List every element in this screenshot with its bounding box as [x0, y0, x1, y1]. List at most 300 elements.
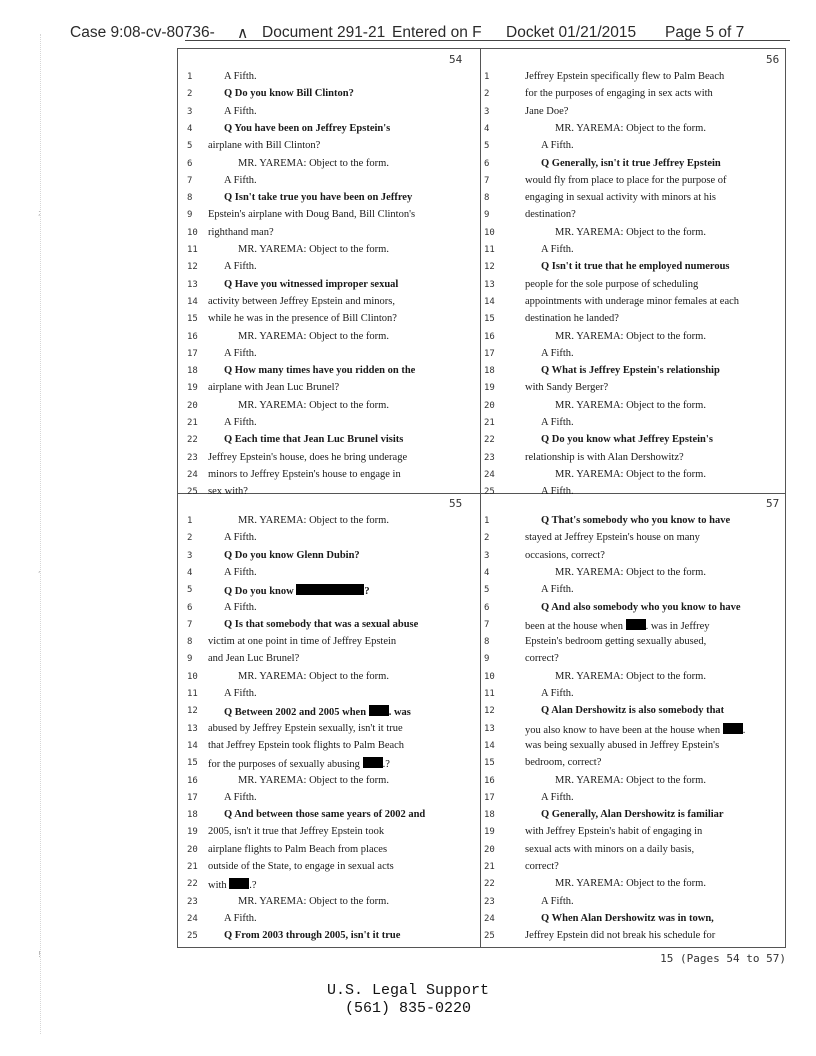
line-text: with Jeffrey Epstein's habit of engaging in [525, 826, 703, 838]
line-text: MR. YAREMA: Object to the form. [555, 670, 706, 682]
line-text: MR. YAREMA: Object to the form. [555, 399, 706, 411]
line-number: 2 [484, 533, 490, 544]
line-text: Q Isn't it true that he employed numerous [541, 261, 730, 273]
line-text: A Fifth. [224, 791, 257, 803]
transcript-line [525, 296, 739, 307]
page-range: 15 (Pages 54 to 57) [660, 952, 786, 965]
transcript-line [541, 688, 574, 699]
transcript-line [525, 826, 702, 837]
line-number: 24 [484, 913, 495, 924]
line-number: 13 [484, 723, 495, 734]
line-number: 8 [484, 193, 490, 204]
transcript-line [541, 896, 574, 907]
transcript-line [224, 567, 257, 578]
line-text: Q Do you know [224, 586, 294, 598]
transcript-line [525, 930, 715, 941]
transcript-line [555, 400, 706, 411]
line-number: 21 [187, 862, 198, 872]
line-text: relationship is with Alan Dershowitz? [525, 451, 684, 463]
transcript-line [208, 227, 274, 238]
transcript-line [541, 809, 724, 820]
transcript-line [525, 653, 559, 664]
line-text: MR. YAREMA: Object to the form. [238, 670, 389, 682]
transcript-line [224, 365, 415, 376]
line-number: 7 [484, 619, 490, 630]
transcript-line [238, 244, 389, 255]
line-number: 3 [484, 550, 490, 561]
line-text: Q Between 2002 and 2005 when [224, 707, 367, 719]
line-text: destination he landed? [525, 313, 619, 325]
redaction-box [369, 705, 389, 716]
line-number: 16 [484, 775, 495, 786]
line-text: MR. YAREMA: Object to the form. [238, 895, 389, 907]
transcript-line [525, 209, 576, 220]
line-number: 22 [187, 435, 198, 446]
transcript-line [238, 896, 389, 907]
transcript-line [224, 106, 257, 117]
transcript-line [525, 452, 684, 463]
line-text: sexual acts with minors on a daily basis, [525, 843, 695, 855]
line-text: activity between Jeffrey Epstein and minors, [208, 295, 396, 307]
line-number: 17 [484, 792, 495, 803]
row-divider [178, 493, 785, 494]
line-text: Epstein's airplane with Doug Band, Bill Clinton's [208, 209, 416, 221]
line-number: 20 [484, 400, 495, 411]
line-number: 19 [187, 827, 198, 838]
page-number: 54 [449, 53, 463, 66]
transcript-line [208, 296, 395, 307]
line-number: 25 [187, 487, 198, 498]
transcript-line [224, 913, 257, 924]
transcript-line [224, 532, 257, 543]
transcript-line [224, 417, 257, 428]
line-text: A Fifth. [541, 417, 574, 428]
line-number: 9 [187, 210, 193, 221]
line-text: was being sexually abused in Jeffrey Epstein's [525, 739, 720, 751]
line-number: 18 [484, 366, 495, 377]
transcript-line [224, 192, 412, 203]
line-text: Jeffrey Epstein specifically flew to Palm Beach [525, 71, 725, 82]
case-number: Case 9:08-cv-80736- [70, 24, 215, 41]
line-number: 5 [187, 585, 193, 596]
line-number: 8 [187, 193, 193, 204]
line-text-after-redaction: .? [249, 880, 257, 892]
line-number: 14 [187, 740, 198, 751]
line-text: A Fifth. [541, 584, 574, 596]
line-number: 9 [484, 210, 490, 221]
line-text: A Fifth. [224, 71, 257, 82]
transcript-line [525, 279, 698, 290]
transcript-line [555, 227, 706, 238]
line-number: 2 [187, 533, 193, 544]
line-number: 23 [484, 896, 495, 907]
line-text: A Fifth. [224, 532, 257, 544]
line-number: 6 [187, 602, 193, 613]
header-mark: ∧ [237, 25, 249, 42]
line-number: 22 [187, 879, 198, 890]
line-text: Q And also somebody who you know to have [541, 601, 741, 613]
line-number: 19 [187, 383, 198, 394]
line-text: victim at one point in time of Jeffrey Epstein [208, 636, 397, 648]
transcript-line [224, 705, 411, 718]
transcript-line [525, 740, 719, 751]
line-number: 23 [187, 896, 198, 907]
line-number: 22 [484, 879, 495, 890]
line-text: MR. YAREMA: Object to the form. [238, 774, 389, 786]
line-text: A Fifth. [541, 140, 574, 152]
transcript-line [224, 602, 257, 613]
line-text: MR. YAREMA: Object to the form. [555, 122, 706, 134]
line-text: Q Isn't take true you have been on Jeffrey [224, 192, 413, 204]
transcript-line [541, 365, 720, 376]
line-number: 1 [484, 516, 490, 526]
line-text: MR. YAREMA: Object to the form. [238, 330, 389, 342]
transcript-line [224, 434, 403, 445]
line-number: 24 [187, 469, 198, 480]
line-number: 5 [484, 585, 490, 596]
line-number: 15 [484, 314, 495, 325]
line-number: 3 [187, 106, 193, 117]
line-text: A Fifth. [224, 912, 257, 924]
transcript-line [525, 636, 706, 647]
transcript-line [555, 775, 706, 786]
line-number: 11 [484, 689, 495, 699]
line-number: 23 [187, 452, 198, 463]
transcript-line [525, 723, 745, 736]
line-text: for the purposes of sexually abusing [208, 759, 360, 771]
line-number: 7 [187, 619, 193, 630]
column-divider [480, 49, 481, 947]
line-text: Q Generally, isn't it true Jeffrey Epstein [541, 157, 721, 169]
transcript-line [208, 382, 339, 393]
transcript-line [525, 844, 694, 855]
transcript-line [541, 486, 574, 497]
line-number: 18 [187, 810, 198, 821]
transcript-line [238, 671, 389, 682]
transcript-line [541, 158, 721, 169]
line-number: 17 [187, 792, 198, 803]
line-text: been at the house when [525, 620, 623, 632]
transcript-line [238, 331, 389, 342]
transcript-line [208, 653, 299, 664]
header-rule [185, 40, 790, 41]
line-text: A Fifth. [224, 174, 257, 186]
line-number: 4 [484, 567, 490, 578]
line-number: 12 [187, 706, 198, 717]
transcript-line [208, 209, 415, 220]
line-text: airplane flights to Palm Beach from places [208, 843, 388, 855]
transcript-line [555, 331, 706, 342]
redaction-box [363, 757, 383, 768]
document-number: Document 291-21 [262, 24, 386, 41]
transcript-line [541, 417, 574, 428]
transcript-line [224, 584, 370, 597]
line-text: MR. YAREMA: Object to the form. [555, 468, 706, 480]
line-text: A Fifth. [224, 347, 257, 359]
redaction-box [296, 584, 364, 595]
line-number: 12 [484, 262, 495, 273]
transcript-line [224, 930, 400, 941]
transcript-line [525, 382, 608, 393]
line-text: and Jean Luc Brunel? [208, 653, 300, 665]
line-number: 2 [484, 89, 490, 100]
transcript-line [541, 584, 574, 595]
line-text: outside of the State, to engage in sexual acts [208, 861, 394, 872]
line-number: 4 [187, 123, 193, 134]
transcript-line [525, 192, 716, 203]
transcript-line [541, 434, 713, 445]
page-number: 57 [766, 497, 780, 510]
line-number: 17 [484, 348, 495, 359]
transcript-line [224, 348, 257, 359]
line-text: Q How many times have you ridden on the [224, 365, 416, 377]
line-text: A Fifth. [541, 347, 574, 359]
line-number: 15 [187, 758, 198, 769]
line-number: 4 [484, 123, 490, 134]
line-text: with [208, 880, 227, 892]
transcript-line [208, 140, 320, 151]
line-number: 18 [187, 366, 198, 377]
line-text: Q And between those same years of 2002 and [224, 809, 426, 821]
transcript-line [525, 71, 724, 82]
line-number: 4 [187, 567, 193, 578]
line-text: Q When Alan Dershowitz was in town, [541, 912, 714, 924]
line-text: Q Do you know Bill Clinton? [224, 88, 354, 100]
line-number: 6 [484, 158, 490, 169]
transcript-line [224, 792, 257, 803]
line-text: you also know to have been at the house when [525, 724, 721, 736]
line-text: A Fifth. [224, 601, 257, 613]
line-text: correct? [525, 861, 559, 872]
line-number: 1 [187, 72, 193, 82]
court-reporter [0, 982, 816, 1018]
transcript-line [208, 878, 257, 891]
line-text: Jane Doe? [525, 105, 569, 117]
transcript-line [541, 602, 741, 613]
line-text: appointments with underage minor females at each [525, 295, 740, 307]
line-text: righthand man? [208, 226, 274, 238]
transcript-line [208, 452, 407, 463]
line-number: 14 [484, 740, 495, 751]
line-number: 12 [187, 262, 198, 273]
transcript-line [238, 515, 389, 526]
transcript-line [525, 550, 605, 561]
line-number: 25 [484, 931, 495, 942]
line-text: A Fifth. [541, 244, 574, 255]
line-text: stayed at Jeffrey Epstein's house on many [525, 532, 700, 544]
transcript-line [525, 88, 713, 99]
line-text: destination? [525, 209, 576, 221]
line-text: people for the sole purpose of scheduling [525, 278, 699, 290]
line-text: that Jeffrey Epstein took flights to Palm Beach [208, 739, 405, 751]
line-text: A Fifth. [541, 486, 574, 498]
line-text: A Fifth. [224, 417, 257, 428]
transcript-line [224, 261, 257, 272]
line-text: MR. YAREMA: Object to the form. [238, 515, 389, 526]
transcript-line [208, 636, 396, 647]
company-phone: (561) 835-0220 [344, 1000, 472, 1017]
margin-mark: ! [38, 950, 42, 959]
line-text: MR. YAREMA: Object to the form. [238, 244, 389, 255]
line-text: A Fifth. [224, 688, 257, 699]
line-number: 15 [187, 314, 198, 325]
line-text: A Fifth. [541, 688, 574, 699]
line-text-after-redaction: .? [382, 759, 390, 771]
line-number: 17 [187, 348, 198, 359]
line-number: 20 [187, 844, 198, 855]
transcript-line [208, 486, 248, 497]
line-text: Q What is Jeffrey Epstein's relationship [541, 365, 720, 377]
line-number: 10 [187, 671, 198, 682]
line-text: abused by Jeffrey Epstein sexually, isn't it true [208, 722, 403, 734]
line-text: Q Alan Dershowitz is also somebody that [541, 705, 725, 717]
line-text: Q You have been on Jeffrey Epstein's [224, 122, 391, 134]
line-text: Epstein's bedroom getting sexually abused, [525, 636, 707, 648]
transcript-line [525, 861, 559, 872]
transcript-line [224, 175, 257, 186]
transcript-line [224, 123, 390, 134]
line-number: 21 [484, 862, 495, 872]
transcript-line [541, 140, 574, 151]
line-text: airplane with Bill Clinton? [208, 140, 321, 152]
transcript-line [224, 71, 257, 82]
line-text: MR. YAREMA: Object to the form. [555, 330, 706, 342]
transcript-grid [177, 48, 786, 948]
line-number: 13 [187, 723, 198, 734]
line-number: 11 [187, 245, 198, 255]
line-text: MR. YAREMA: Object to the form. [555, 878, 706, 890]
line-text: MR. YAREMA: Object to the form. [238, 399, 389, 411]
line-text: occasions, correct? [525, 549, 605, 561]
line-number: 15 [484, 758, 495, 769]
line-number: 10 [484, 227, 495, 238]
line-number: 3 [187, 550, 193, 561]
transcript-line [224, 688, 257, 699]
margin-mark: ; [38, 208, 41, 217]
line-text: with Sandy Berger? [525, 382, 609, 394]
line-text: A Fifth. [224, 261, 257, 273]
line-number: 25 [484, 487, 495, 498]
line-number: 2 [187, 89, 193, 100]
line-number: 19 [484, 383, 495, 394]
transcript-line [541, 515, 730, 526]
line-text-after-redaction: . was [388, 707, 411, 719]
line-text: airplane with Jean Luc Brunel? [208, 382, 340, 394]
line-number: 18 [484, 810, 495, 821]
line-number: 13 [187, 279, 198, 290]
line-text: Q Generally, Alan Dershowitz is familiar [541, 809, 724, 821]
redaction-box [626, 619, 646, 630]
line-text: correct? [525, 653, 559, 665]
line-text: Q Do you know what Jeffrey Epstein's [541, 434, 713, 446]
line-number: 9 [187, 654, 193, 665]
transcript-line [238, 158, 389, 169]
redaction-box [229, 878, 249, 889]
transcript-line [224, 550, 360, 561]
transcript-line [208, 826, 384, 837]
transcript-line [208, 740, 404, 751]
company-name: U.S. Legal Support [326, 982, 490, 999]
line-text: Jeffrey Epstein's house, does he bring underage [208, 451, 408, 463]
line-number: 25 [187, 931, 198, 942]
transcript-line [208, 844, 387, 855]
transcript-line [238, 400, 389, 411]
transcript-line [541, 705, 724, 716]
line-number: 7 [187, 175, 193, 186]
line-number: 20 [187, 400, 198, 411]
page-number: 56 [766, 53, 780, 66]
transcript-line [208, 723, 403, 734]
transcript-line [555, 123, 706, 134]
line-text-after-redaction: . was in Jeffrey [645, 620, 710, 632]
transcript-line [555, 671, 706, 682]
transcript-line [541, 261, 730, 272]
line-number: 6 [187, 158, 193, 169]
transcript-line [525, 532, 700, 543]
line-text-after-redaction: ? [364, 586, 370, 598]
transcript-line [555, 878, 706, 889]
transcript-line [525, 757, 601, 768]
page-of: Page 5 of 7 [665, 24, 745, 41]
line-number: 5 [187, 141, 193, 152]
transcript-line [541, 348, 574, 359]
transcript-line [208, 757, 390, 770]
line-number: 14 [187, 296, 198, 307]
transcript-line [541, 792, 574, 803]
transcript-line [238, 775, 389, 786]
line-text: Q Each time that Jean Luc Brunel visits [224, 434, 404, 446]
line-text: MR. YAREMA: Object to the form. [555, 226, 706, 238]
line-number: 19 [484, 827, 495, 838]
line-number: 16 [484, 331, 495, 342]
line-number: 23 [484, 452, 495, 463]
transcript-line [208, 861, 394, 872]
line-number: 11 [484, 245, 495, 255]
line-number: 8 [187, 637, 193, 648]
line-number: 9 [484, 654, 490, 665]
line-number: 20 [484, 844, 495, 855]
line-number: 12 [484, 706, 495, 717]
line-number: 8 [484, 637, 490, 648]
line-number: 16 [187, 775, 198, 786]
line-number: 24 [187, 913, 198, 924]
line-text: MR. YAREMA: Object to the form. [555, 566, 706, 578]
line-text: A Fifth. [541, 791, 574, 803]
line-number: 10 [484, 671, 495, 682]
line-text: Q Do you know Glenn Dubin? [224, 549, 360, 561]
line-number: 22 [484, 435, 495, 446]
transcript-line [224, 88, 354, 99]
transcript-line [525, 106, 568, 117]
line-text: A Fifth. [224, 105, 257, 117]
page-number: 55 [449, 497, 463, 510]
line-text: A Fifth. [224, 566, 257, 578]
line-number: 21 [484, 418, 495, 428]
line-text: Q That's somebody who you know to have [541, 515, 731, 526]
margin-line [40, 34, 41, 1034]
line-number: 1 [187, 516, 193, 526]
transcript-line [541, 244, 574, 255]
line-number: 1 [484, 72, 490, 82]
line-text: would fly from place to place for the purpose of [525, 174, 727, 186]
entered-on: Entered on F [392, 24, 482, 41]
line-number: 16 [187, 331, 198, 342]
line-text: MR. YAREMA: Object to the form. [238, 157, 389, 169]
line-text: Q From 2003 through 2005, isn't it true [224, 930, 401, 942]
line-number: 14 [484, 296, 495, 307]
line-number: 6 [484, 602, 490, 613]
line-number: 24 [484, 469, 495, 480]
